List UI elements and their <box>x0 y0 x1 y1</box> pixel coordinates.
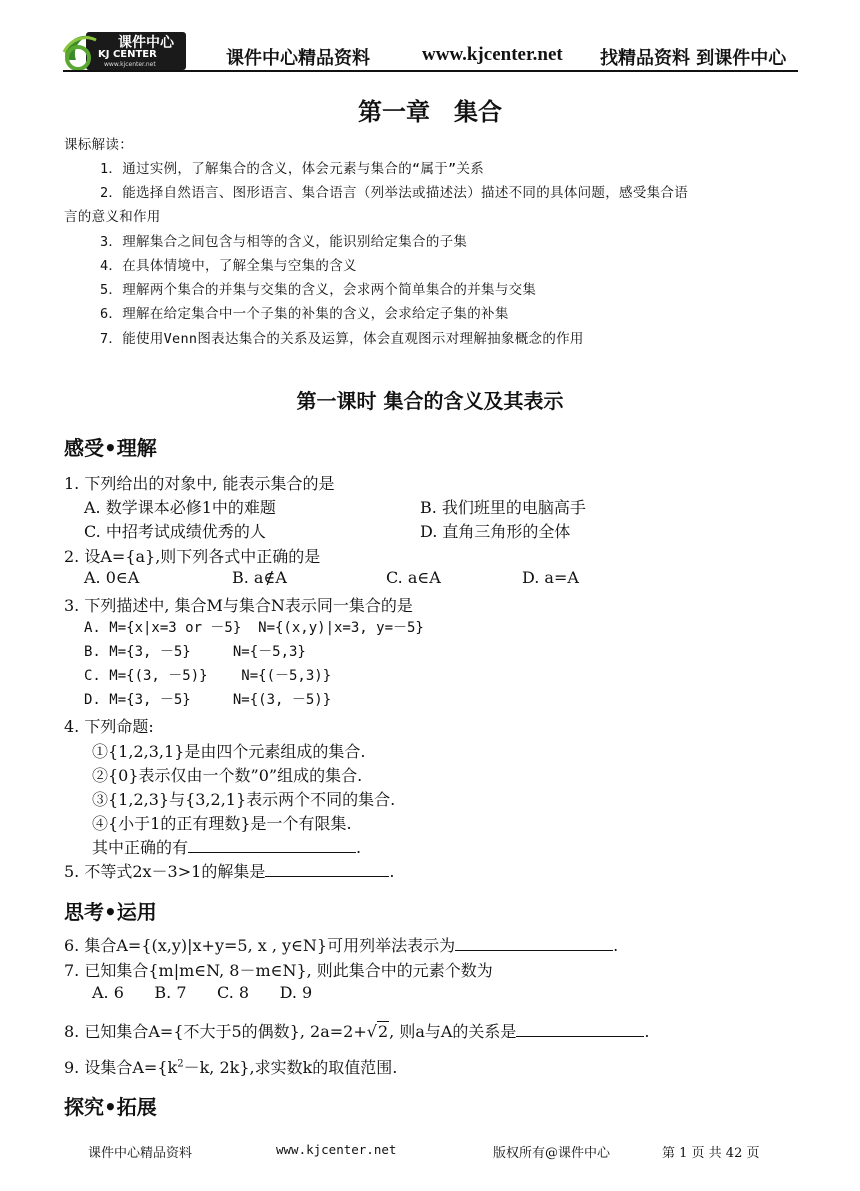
logo-cn: 课件中心 <box>118 35 174 51</box>
logo-en: KJ CENTER <box>98 49 157 60</box>
lesson-title: 第一课时 集合的含义及其表示 <box>296 389 564 413</box>
standard-item: 1．通过实例，了解集合的含义，体会元素与集合的“属于”关系 <box>100 161 485 177</box>
section-heading-understand: 感受•理解 <box>64 436 157 460</box>
chapter-title: 第一章 集合 <box>358 98 502 126</box>
question-3-stem: 3. 下列描述中, 集合M与集合N表示同一集合的是 <box>64 596 413 615</box>
question-1-option-b: B. 我们班里的电脑高手 <box>420 498 586 517</box>
question-8-line: 8. 已知集合A={不大于5的偶数}, 2a=2+√2, 则a与A的关系是 . <box>64 1022 650 1041</box>
question-5-stem: 5. 不等式2x－3>1的解集是 <box>64 862 266 881</box>
question-4-answer-line: 其中正确的有 . <box>92 838 362 857</box>
answer-blank[interactable] <box>265 862 389 877</box>
section-heading-explore: 探究•拓展 <box>64 1095 157 1119</box>
question-6-line: 6. 集合A={(x,y)|x+y=5, x , y∈N}可用列举法表示为 . <box>64 936 619 955</box>
superscript: 2 <box>177 1058 184 1070</box>
sqrt-symbol: √2 <box>366 1022 389 1041</box>
question-9-stem-b: －k, 2k},求实数k的取值范围. <box>183 1058 398 1077</box>
question-9-stem-a: 9. 设集合A={k <box>64 1058 178 1077</box>
question-3-option-c: C. M={(3, －5)} N={(－5,3)} <box>84 668 332 684</box>
standards-heading: 课标解读： <box>64 137 133 153</box>
question-4-statement-4: ④{小于1的正有理数}是一个有限集. <box>92 814 352 833</box>
question-8-stem-b: , 则a与A的关系是 <box>389 1022 517 1041</box>
question-1-option-d: D. 直角三角形的全体 <box>420 522 571 541</box>
question-2-option-a: A. 0∈A <box>84 568 140 587</box>
question-1-option-c: C. 中招考试成绩优秀的人 <box>84 522 266 541</box>
question-1-stem: 1. 下列给出的对象中, 能表示集合的是 <box>64 474 335 493</box>
question-2-stem: 2. 设A={a},则下列各式中正确的是 <box>64 547 321 566</box>
question-2-option-c: C. a∈A <box>386 568 441 587</box>
kjcenter-logo <box>60 30 188 74</box>
question-8-stem-a: 8. 已知集合A={不大于5的偶数}, 2a=2+ <box>64 1022 367 1041</box>
header-left: 课件中心精品资料 <box>226 48 370 69</box>
answer-blank[interactable] <box>516 1022 644 1037</box>
question-2-option-d: D. a=A <box>522 568 579 587</box>
question-3-option-a: A. M={x|x=3 or －5} N={(x,y)|x=3, y=－5} <box>84 620 424 636</box>
answer-blank[interactable] <box>455 936 613 951</box>
header-right: 找精品资料 到课件中心 <box>600 48 787 69</box>
logo-url: www.kjcenter.net <box>104 61 156 68</box>
question-3-option-d: D. M={3, －5} N={(3, －5)} <box>84 692 332 708</box>
question-4-statement-3: ③{1,2,3}与{3,2,1}表示两个不同的集合. <box>92 790 396 809</box>
footer-url: www.kjcenter.net <box>276 1142 397 1157</box>
standard-item: 5．理解两个集合的并集与交集的含义，会求两个简单集合的并集与交集 <box>100 282 537 298</box>
sqrt-radicand: 2 <box>377 1022 389 1041</box>
standard-item: 7．能使用Venn图表达集合的关系及运算，体会直观图示对理解抽象概念的作用 <box>100 331 584 347</box>
header-rule <box>63 70 798 72</box>
question-4-ask: 其中正确的有 <box>92 838 189 857</box>
question-4-statement-2: ②{0}表示仅由一个数”0”组成的集合. <box>92 766 363 785</box>
footer-page-number: 第 1 页 共 42 页 <box>662 1146 760 1161</box>
standard-item: 言的意义和作用 <box>64 209 161 225</box>
standard-item: 6．理解在给定集合中一个子集的补集的含义，会求给定子集的补集 <box>100 306 509 322</box>
question-9-line <box>64 1055 397 1078</box>
footer-left: 课件中心精品资料 <box>88 1146 193 1161</box>
question-5-line: 5. 不等式2x－3>1的解集是 . <box>64 862 395 881</box>
question-4-stem: 4. 下列命题: <box>64 717 154 736</box>
standard-item: 3．理解集合之间包含与相等的含义，能识别给定集合的子集 <box>100 234 468 250</box>
question-3-option-b: B. M={3, －5} N={－5,3} <box>84 644 306 660</box>
question-7-stem: 7. 已知集合{m|m∈N, 8－m∈N}, 则此集合中的元素个数为 <box>64 961 493 980</box>
question-2-option-b: B. a∉A <box>232 568 287 587</box>
answer-blank[interactable] <box>188 838 356 853</box>
question-1-option-a: A. 数学课本必修1中的难题 <box>84 498 276 517</box>
header-url: www.kjcenter.net <box>422 44 563 65</box>
standard-item: 4．在具体情境中，了解全集与空集的含义 <box>100 258 357 274</box>
question-4-statement-1: ①{1,2,3,1}是由四个元素组成的集合. <box>92 742 366 761</box>
section-heading-apply: 思考•运用 <box>64 900 157 924</box>
footer-copyright: 版权所有@课件中心 <box>493 1146 611 1161</box>
standard-item: 2．能选择自然语言、图形语言、集合语言（列举法或描述法）描述不同的具体问题，感受集合语 <box>100 185 689 201</box>
question-6-stem: 6. 集合A={(x,y)|x+y=5, x , y∈N}可用列举法表示为 <box>64 936 456 955</box>
question-7-options: A. 6 B. 7 C. 8 D. 9 <box>92 983 313 1002</box>
